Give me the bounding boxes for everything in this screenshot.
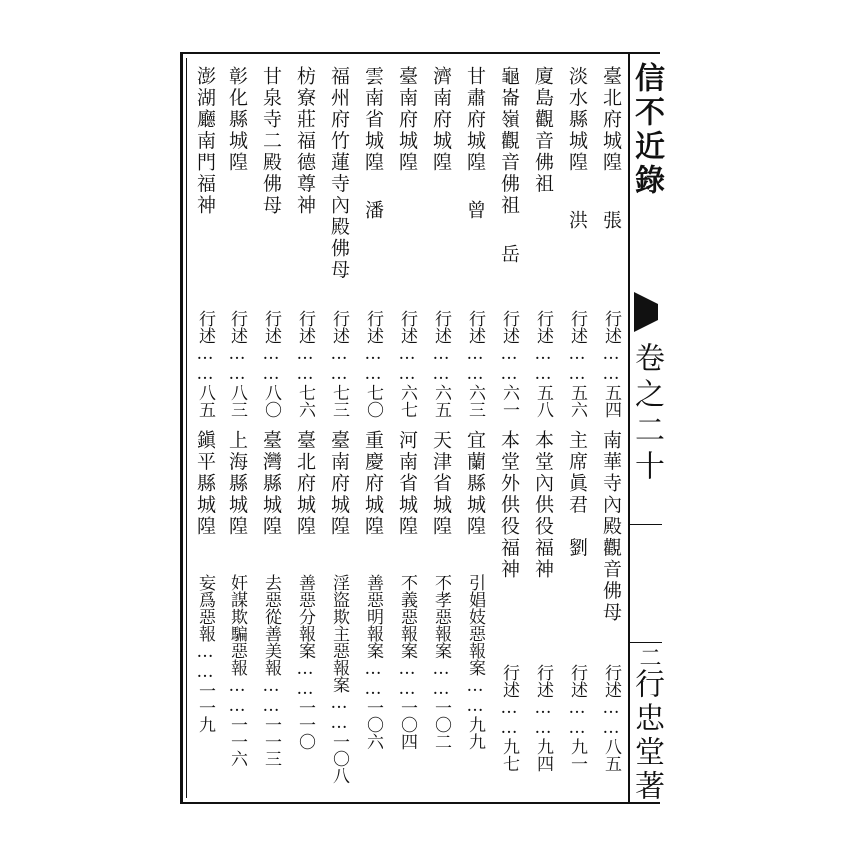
entry-reference: 善惡明報案……一〇六 bbox=[363, 574, 383, 750]
entry-reference: 不孝惡報案……一〇二 bbox=[431, 574, 451, 750]
entry-title: 上海縣城隍 bbox=[226, 430, 248, 538]
entry-reference: 行述……七〇 bbox=[363, 310, 383, 418]
entry-reference: 行述……六一 bbox=[499, 310, 519, 418]
entry-surname: 潘 bbox=[362, 200, 384, 222]
entry-title: 臺灣縣城隍 bbox=[260, 430, 282, 538]
margin-strip bbox=[628, 52, 664, 804]
entry-surname: 曾 bbox=[464, 200, 486, 222]
entry-reference: 行述……七六 bbox=[295, 310, 315, 418]
entry-title: 淡水縣城隍 bbox=[566, 66, 588, 174]
entry-title: 南華寺內殿觀音佛母 bbox=[600, 430, 622, 624]
page-number: 二 bbox=[636, 646, 661, 668]
entry-title: 鎭平縣城隍 bbox=[194, 430, 216, 538]
entry-title: 彰化縣城隍 bbox=[226, 66, 248, 174]
entry-title: 福州府竹蓮寺內殿佛母 bbox=[328, 66, 350, 281]
entry-reference: 行述……八三 bbox=[227, 310, 247, 418]
entry-title: 主席眞君 劉 bbox=[566, 430, 588, 559]
entry-title: 雲南省城隍 bbox=[362, 66, 384, 174]
entry-reference: 行述……八五 bbox=[601, 664, 621, 772]
entry-surname: 岳 bbox=[498, 244, 520, 266]
inner-border-line bbox=[186, 58, 187, 798]
entry-title: 甘肅府城隍 bbox=[464, 66, 486, 174]
entry-reference: 行述……五六 bbox=[567, 310, 587, 418]
entry-title: 天津省城隍 bbox=[430, 430, 452, 538]
entry-reference: 行述……五八 bbox=[533, 310, 553, 418]
margin-divider bbox=[630, 642, 662, 643]
entry-reference: 去惡從善美報……一一三 bbox=[261, 574, 281, 767]
entry-reference: 行述……九四 bbox=[533, 664, 553, 772]
entry-reference: 奸謀欺騙惡報……一一六 bbox=[227, 574, 247, 767]
fish-tail-mark bbox=[634, 292, 658, 332]
margin-divider bbox=[630, 524, 662, 525]
entry-reference: 淫盜欺主惡報案……一〇八 bbox=[329, 574, 349, 784]
entry-reference: 行述……六七 bbox=[397, 310, 417, 418]
entry-reference: 引娼妓惡報案……九九 bbox=[465, 574, 485, 750]
book-title: 信不近錄 bbox=[629, 62, 664, 198]
entry-reference: 行述……六三 bbox=[465, 310, 485, 418]
entry-title: 甘泉寺二殿佛母 bbox=[260, 66, 282, 217]
entry-title: 重慶府城隍 bbox=[362, 430, 384, 538]
volume-label: 卷之二十 bbox=[629, 342, 664, 486]
entry-title: 龜崙嶺觀音佛祖 bbox=[498, 66, 520, 217]
entry-reference: 行述……九七 bbox=[499, 664, 519, 772]
entry-title: 臺北府城隍 bbox=[600, 66, 622, 174]
entry-title: 臺北府城隍 bbox=[294, 430, 316, 538]
entry-surname: 洪 bbox=[566, 210, 588, 232]
entry-reference: 妄爲惡報……一一九 bbox=[195, 574, 215, 733]
entry-surname: 張 bbox=[600, 210, 622, 232]
entry-reference: 行述……七三 bbox=[329, 310, 349, 418]
entry-reference: 行述……九一 bbox=[567, 664, 587, 772]
entry-title: 枋寮莊福德尊神 bbox=[294, 66, 316, 217]
entry-title: 宜蘭縣城隍 bbox=[464, 430, 486, 538]
entry-reference: 行述……八〇 bbox=[261, 310, 281, 418]
publisher-name: 行忠堂著 bbox=[629, 668, 664, 804]
entry-title: 澎湖廳南門福神 bbox=[194, 66, 216, 217]
entry-title: 濟南府城隍 bbox=[430, 66, 452, 174]
entry-title: 廈島觀音佛祖 bbox=[532, 66, 554, 195]
entry-title: 河南省城隍 bbox=[396, 430, 418, 538]
entry-title: 本堂內供役福神 bbox=[532, 430, 554, 581]
entry-title: 本堂外供役福神 bbox=[498, 430, 520, 581]
entry-title: 臺南府城隍 bbox=[328, 430, 350, 538]
entry-reference: 善惡分報案……一一〇 bbox=[295, 574, 315, 750]
entry-reference: 行述……八五 bbox=[195, 310, 215, 418]
entry-title: 臺南府城隍 bbox=[396, 66, 418, 174]
entry-reference: 行述……五四 bbox=[601, 310, 621, 418]
entry-reference: 行述……六五 bbox=[431, 310, 451, 418]
entry-reference: 不義惡報案……一〇四 bbox=[397, 574, 417, 750]
